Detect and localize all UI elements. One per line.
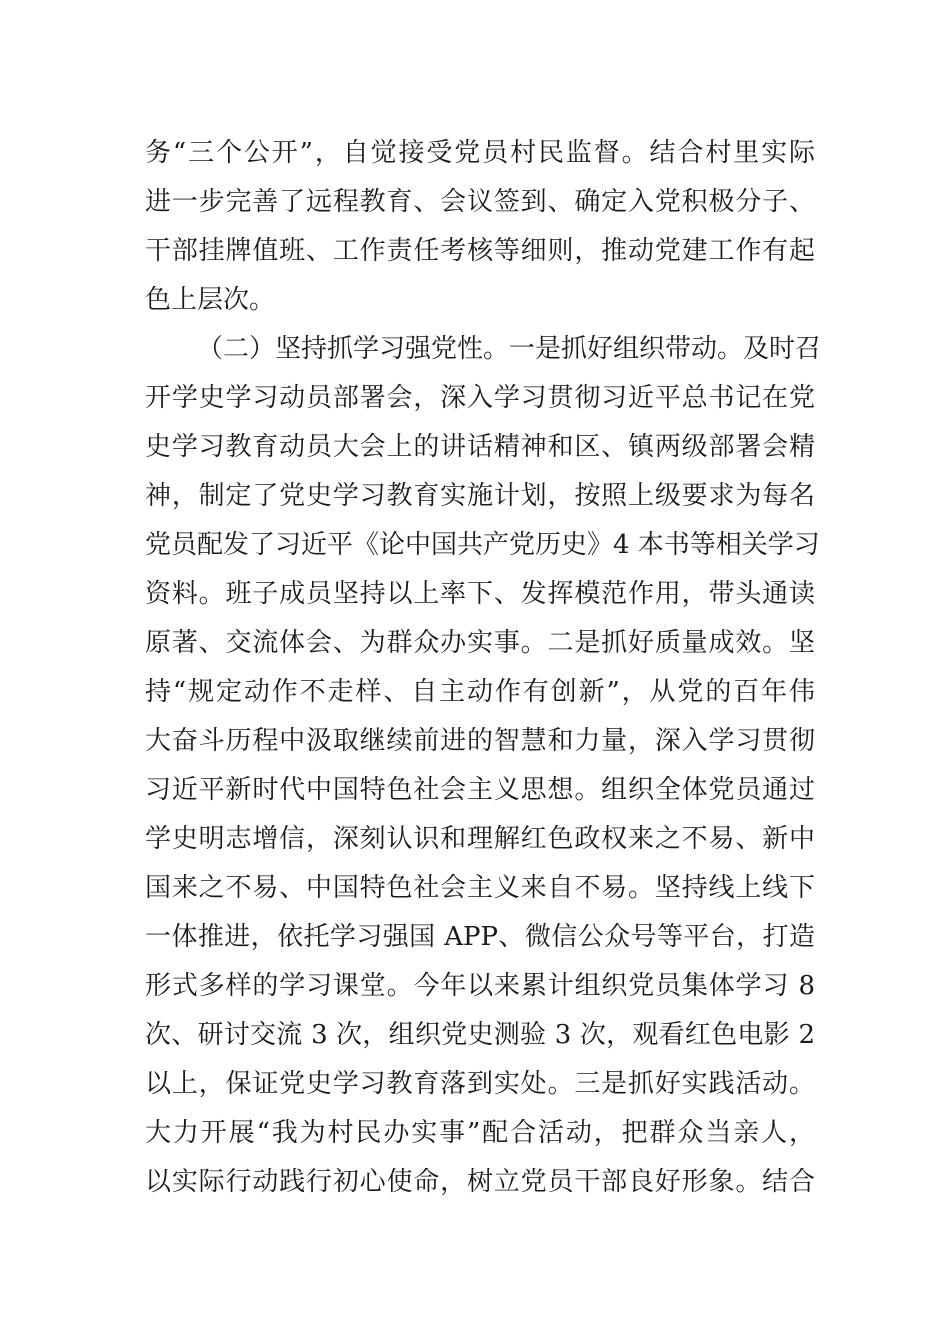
paragraph-2-line-18: 以实际行动践行初心使命，树立党员干部良好形象。结合 — [145, 1167, 815, 1197]
paragraph-2-line-17: 大力开展“我为村民办实事”配合活动，把群众当亲人， — [145, 1118, 815, 1148]
paragraph-2-line-7: 原著、交流体会、为群众办实事。二是抓好质量成效。坚 — [145, 628, 815, 658]
paragraph-2-line-3: 史学习教育动员大会上的讲话精神和区、镇两级部署会精 — [145, 432, 815, 462]
paragraph-2-line-15: 次、研讨交流 3 次，组织党史测验 3 次，观看红色电影 2 — [145, 1020, 815, 1050]
paragraph-2-line-14: 形式多样的学习课堂。今年以来累计组织党员集体学习 8 — [145, 971, 815, 1001]
paragraph-1-line-2: 进一步完善了远程教育、会议签到、确定入党积极分子、 — [145, 187, 815, 217]
paragraph-2-line-11: 学史明志增信，深刻认识和理解红色政权来之不易、新中 — [145, 824, 815, 854]
paragraph-2-line-13: 一体推进，依托学习强国 APP、微信公众号等平台，打造 — [145, 922, 815, 952]
paragraph-2-line-8: 持“规定动作不走样、自主动作有创新”，从党的百年伟 — [145, 677, 815, 707]
paragraph-1-line-4: 色上层次。 — [145, 285, 276, 315]
paragraph-2-line-12: 国来之不易、中国特色社会主义来自不易。坚持线上线下 — [145, 873, 815, 903]
paragraph-2-line-2: 开学史学习动员部署会，深入学习贯彻习近平总书记在党 — [145, 383, 815, 413]
document-body — [145, 129, 822, 1207]
paragraph-2-line-16: 以上，保证党史学习教育落到实处。三是抓好实践活动。 — [145, 1069, 815, 1099]
paragraph-2-line-10: 习近平新时代中国特色社会主义思想。组织全体党员通过 — [145, 775, 815, 805]
paragraph-2-line-1: （二）坚持抓学习强党性。一是抓好组织带动。及时召 — [197, 334, 822, 364]
paragraph-2-line-9: 大奋斗历程中汲取继续前进的智慧和力量，深入学习贯彻 — [145, 726, 815, 756]
paragraph-2-line-5: 党员配发了习近平《论中国共产党历史》4 本书等相关学习 — [145, 530, 820, 560]
paragraph-1-line-3: 干部挂牌值班、工作责任考核等细则，推动党建工作有起 — [145, 236, 815, 266]
paragraph-2-line-6: 资料。班子成员坚持以上率下、发挥模范作用，带头通读 — [145, 579, 815, 609]
paragraph-1-line-1: 务“三个公开”，自觉接受党员村民监督。结合村里实际 — [145, 138, 815, 168]
paragraph-2-line-4: 神，制定了党史学习教育实施计划，按照上级要求为每名 — [145, 481, 815, 511]
